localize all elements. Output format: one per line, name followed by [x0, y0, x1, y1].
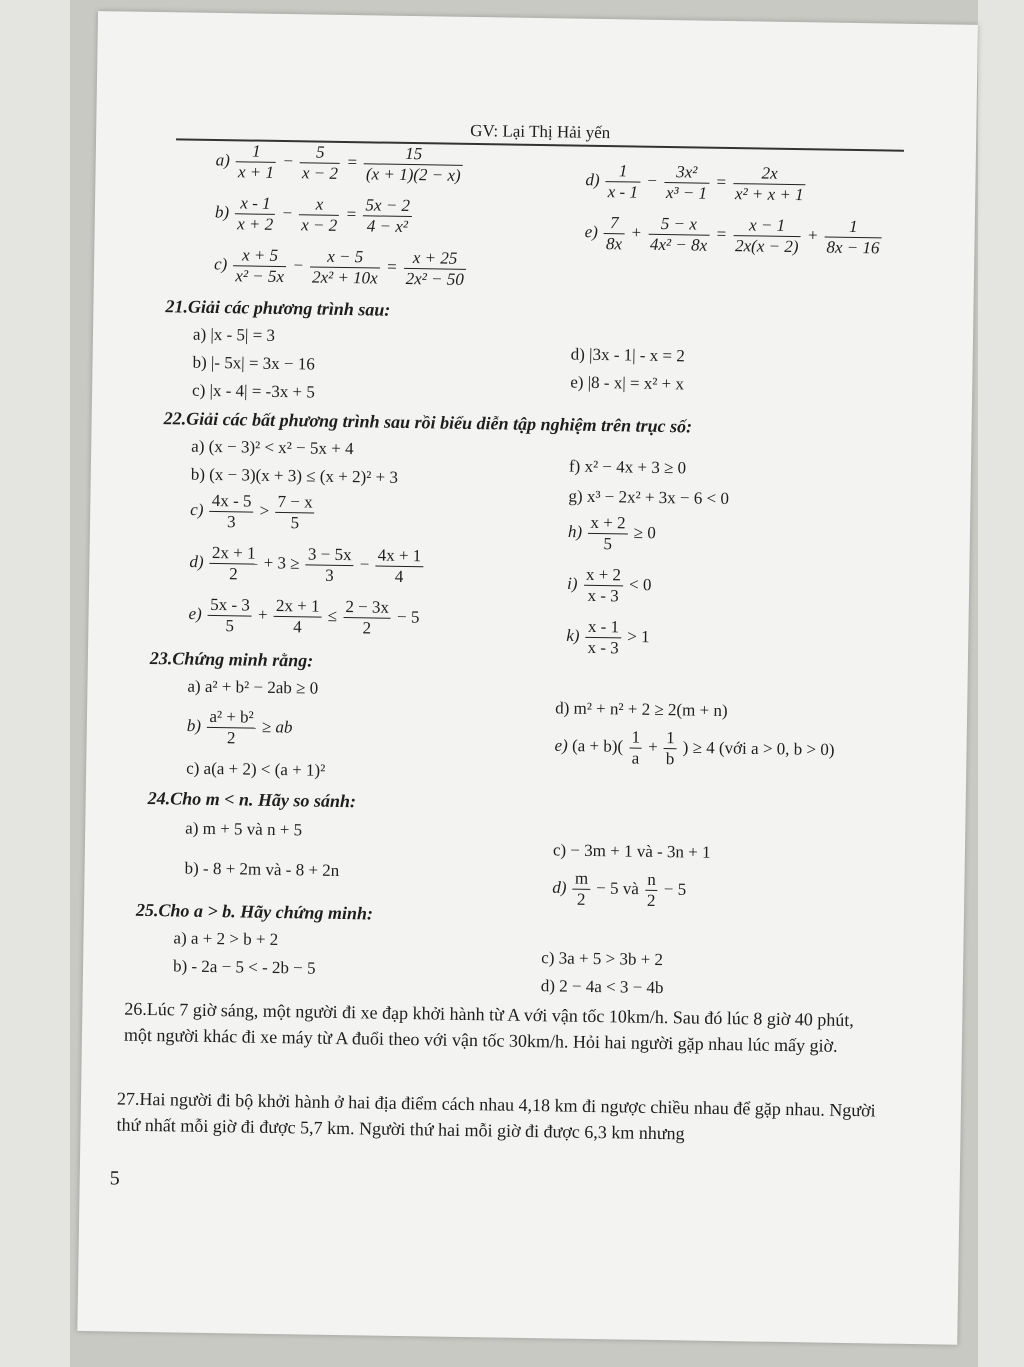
- ex22-f: f) x² − 4x + 3 ≥ 0: [568, 456, 687, 478]
- ex23-a: a) a² + b² − 2ab ≥ 0: [187, 676, 319, 698]
- ex23-title: 23.Chứng minh rằng:: [149, 647, 314, 671]
- ex21-d: d) |3x - 1| - x = 2: [570, 344, 686, 366]
- ex24-b: b) - 8 + 2m và - 8 + 2n: [184, 858, 340, 880]
- ex25-b: b) - 2a − 5 < - 2b − 5: [172, 956, 316, 978]
- ex20-c: c) $\frac{x + 5}{\text{x² − 5x}}$ − $\frac{x - 5}{\text{2x² + 10x}}$ = $\frac{x + 25}{\text{2x² − 50}}$: [214, 245, 469, 290]
- ex24-a: a) m + 5 và n + 5: [185, 818, 303, 840]
- ex20-d: d) $\frac{1}{x - 1}$ − $\frac{\text{3x²}}{\text{x³ − 1}}$ = $\frac{2x}{\text{x² + x + 1}}$: [585, 161, 808, 205]
- ex20-e: e) $\frac{7}{8x}$ + $\frac{5 - x}{\text{4x² − 8x}}$ = $\frac{x - 1}{2x(x - 2)}$ + $\frac{1}{8x - 16}$: [584, 213, 884, 259]
- ex21-c: c) |x - 4| = -3x + 5: [191, 380, 316, 402]
- ex24-c: c) − 3m + 1 và - 3n + 1: [552, 840, 711, 862]
- ex26-paragraph: 26.Lúc 7 giờ sáng, một người đi xe đạp khởi hành từ A với vận tốc 10km/h. Sau đó lúc 8 giờ 40 phút, một người khác đi xe máy từ A đuổi theo với vận tốc 30km/h. Hỏi hai người gặp nhau lúc mấy giờ.: [123, 998, 855, 1056]
- ex23-e: e) (a + b)( $\frac{1}{a}$ + $\frac{1}{b}$ ) ≥ 4 (với a > 0, b > 0): [554, 727, 835, 769]
- ex25-title: 25.Cho a > b. Hãy chứng minh:: [135, 899, 374, 924]
- page-number: 5: [109, 1167, 120, 1190]
- ex22-title: 22.Giải các bất phương trình sau rồi biểu diễn tập nghiệm trên trục số:: [163, 408, 693, 437]
- floor-tile-left: [0, 0, 70, 1367]
- ex27-paragraph: 27.Hai người đi bộ khởi hành ở hai địa điểm cách nhau 4,18 km đi ngược chiều nhau để gặp nhau. Người thứ nhất mỗi giờ đi được 5,7 km. Người thứ hai mỗi giờ đi được 6,3 km nhưng: [116, 1088, 876, 1144]
- ex22-i: i) $\frac{x + 2}{x - 3}$ < 0: [566, 564, 652, 606]
- ex22-h: h) $\frac{x + 2}{5}$ ≥ 0: [567, 512, 656, 554]
- ex23-c: c) a(a + 2) < (a + 1)²: [186, 758, 326, 780]
- ex20-b: b) $\frac{x - 1}{x + 2}$ − $\frac{x}{x - 2}$ = $\frac{5x - 2}{\text{4 − x²}}$: [214, 193, 411, 236]
- ex22-k: k) $\frac{x - 1}{x - 3}$ > 1: [566, 616, 650, 658]
- ex22-d: d) $\frac{2x + 1}{2}$ + 3 ≥ $\frac{3 - 5x}{3}$ − $\frac{4x + 1}{4}$: [189, 542, 422, 586]
- ex25-a: a) a + 2 > b + 2: [173, 928, 279, 950]
- ex22-a: a) (x − 3)² < x² − 5x + 4: [191, 436, 354, 459]
- teacher-header: GV: Lại Thị Hải yến: [176, 116, 904, 151]
- ex21-a: a) |x - 5| = 3: [192, 324, 276, 345]
- worksheet-page: [77, 11, 978, 1345]
- ex21-b: b) |- 5x| = 3x − 16: [192, 352, 315, 374]
- ex21-title: 21.Giải các phương trình sau:: [165, 296, 391, 320]
- ex22-g: g) x³ − 2x² + 3x − 6 < 0: [568, 486, 730, 509]
- ex23-b: b) $\frac{\text{a² + b²}}{2}$ ≥ ab: [186, 706, 293, 748]
- ex22-b: b) (x − 3)(x + 3) ≤ (x + 2)² + 3: [190, 464, 399, 487]
- ex21-e: e) |8 - x| = x² + x: [570, 372, 685, 394]
- ex20-a: a) $\frac{1}{x + 1}$ − $\frac{5}{x - 2}$ = $\frac{15}{(x + 1)(2 - x)}$: [215, 141, 465, 186]
- ex24-title: 24.Cho m < n. Hãy so sánh:: [147, 787, 357, 812]
- floor-tile-right: [978, 0, 1024, 1367]
- ex24-d: d) $\frac{m}{2}$ − 5 và $\frac{n}{2}$ − 5: [552, 868, 687, 910]
- ex23-d: d) m² + n² + 2 ≥ 2(m + n): [555, 698, 728, 721]
- ex25-c: c) 3a + 5 > 3b + 2: [541, 948, 664, 970]
- ex25-d: d) 2 − 4a < 3 − 4b: [540, 976, 664, 998]
- ex22-e: e) $\frac{5x - 3}{5}$ + $\frac{2x + 1}{4}$ ≤ $\frac{2 - 3x}{2}$ − 5: [188, 594, 420, 638]
- ex22-c: c) $\frac{4x - 5}{3}$ > $\frac{7 - x}{5}$: [190, 490, 313, 533]
